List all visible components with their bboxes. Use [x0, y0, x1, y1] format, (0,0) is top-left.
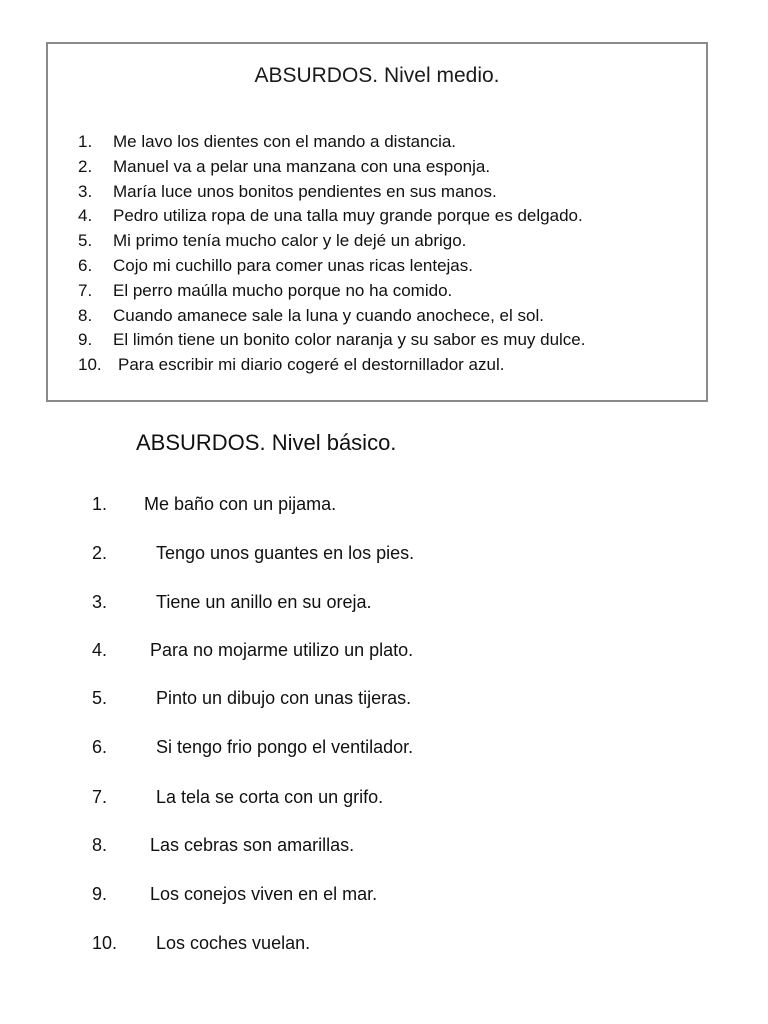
item-text: Mi primo tenía mucho calor y le dejé un abrigo.: [113, 231, 467, 251]
list-item: [78, 130, 585, 155]
item-text: Cuando amanece sale la luna y cuando anochece, el sol.: [113, 305, 544, 325]
item-text: Me lavo los dientes con el mando a distancia.: [113, 132, 457, 151]
item-number: 9.: [92, 884, 108, 904]
item-text: Si tengo frio pongo el ventilador.: [156, 737, 414, 757]
item-text: Tiene un anillo en su oreja.: [156, 592, 372, 612]
item-text: Para escribir mi diario cogeré el destornillador azul.: [118, 355, 505, 375]
item-number: 1.: [92, 494, 108, 514]
item-text: Pinto un dibujo con unas tijeras.: [156, 688, 412, 708]
item-number: 9.: [78, 330, 93, 350]
item-text: El limón tiene un bonito color naranja y su sabor es muy dulce.: [113, 330, 586, 350]
item-number: 8.: [92, 835, 108, 855]
item-text: Los coches vuelan.: [156, 933, 311, 953]
nivel-basico-title: ABSURDOS. Nivel básico.: [136, 430, 397, 455]
item-number: 3.: [92, 592, 108, 612]
item-text: Pedro utiliza ropa de una talla muy grande porque es delgado.: [113, 206, 583, 226]
item-number: 7.: [92, 787, 108, 807]
list-item: [78, 304, 585, 329]
item-number: 10.: [78, 355, 102, 375]
list-item: [78, 353, 585, 378]
nivel-medio-box: [46, 42, 708, 402]
list-item: [78, 180, 585, 205]
list-item: [78, 204, 585, 229]
item-text: El perro maúlla mucho porque no ha comido.: [113, 280, 453, 300]
item-text: Para no mojarme utilizo un plato.: [150, 640, 414, 660]
list-item: [78, 229, 585, 254]
item-number: 6.: [92, 737, 108, 757]
item-number: 2.: [92, 543, 108, 563]
item-number: 6.: [78, 255, 93, 275]
item-text: María luce unos bonitos pendientes en sus manos.: [113, 181, 497, 201]
item-number: 2.: [78, 156, 93, 176]
item-text: Me baño con un pijama.: [144, 494, 337, 514]
item-text: Tengo unos guantes en los pies.: [156, 543, 415, 563]
item-number: 5.: [78, 231, 93, 251]
item-text: Las cebras son amarillas.: [150, 835, 355, 855]
item-text: Los conejos viven en el mar.: [150, 884, 378, 904]
nivel-medio-list: [78, 130, 585, 378]
list-item: [78, 155, 585, 180]
item-text: La tela se corta con un grifo.: [156, 787, 384, 807]
item-number: 10.: [92, 933, 118, 953]
item-number: 1.: [78, 132, 93, 151]
item-number: 4.: [92, 640, 108, 660]
list-item: [78, 254, 585, 279]
item-number: 3.: [78, 181, 93, 201]
item-number: 7.: [78, 280, 93, 300]
item-number: 8.: [78, 305, 93, 325]
item-number: 5.: [92, 688, 108, 708]
item-text: Manuel va a pelar una manzana con una esponja.: [113, 156, 491, 176]
item-number: 4.: [78, 206, 93, 226]
item-text: Cojo mi cuchillo para comer unas ricas lentejas.: [113, 255, 473, 275]
nivel-medio-title: ABSURDOS. Nivel medio.: [254, 64, 500, 87]
list-item: [78, 328, 585, 353]
list-item: [78, 279, 585, 304]
